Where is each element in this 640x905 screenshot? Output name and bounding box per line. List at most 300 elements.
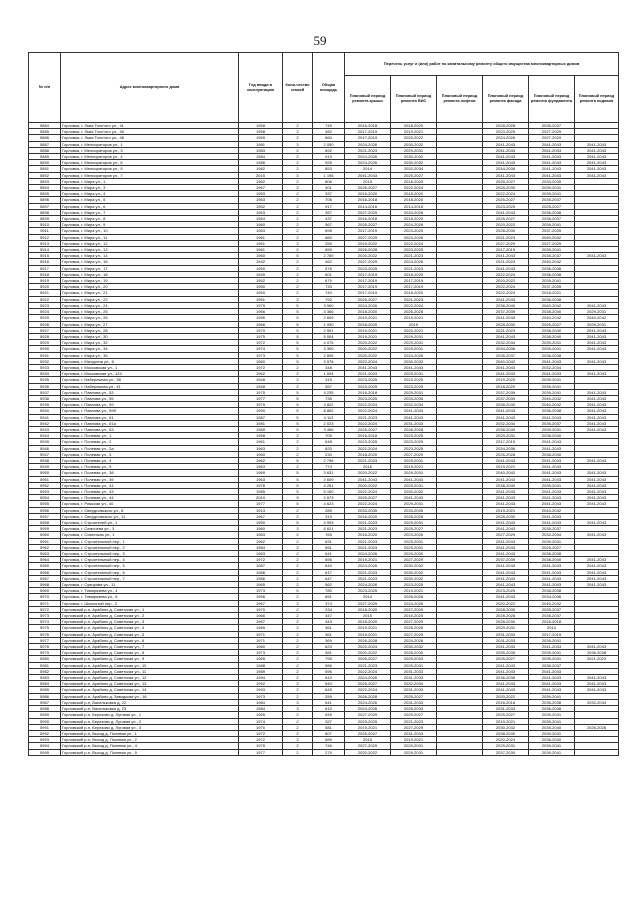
cell-foundation: 2025-2027 bbox=[529, 203, 575, 209]
cell-foundation: 2038-2038 bbox=[529, 588, 575, 594]
cell-floors: 2 bbox=[283, 259, 313, 265]
cell-floors: 2 bbox=[283, 135, 313, 141]
cell-foundation: 2038-2040 bbox=[529, 333, 575, 339]
cell-roof: 2025-2027 bbox=[345, 296, 391, 302]
cell-facade: 2020-2022 bbox=[483, 693, 529, 699]
cell-year: 1960 bbox=[239, 253, 283, 259]
cell-vis: 2022-2024 bbox=[391, 302, 437, 308]
cell-floors: 2 bbox=[283, 197, 313, 203]
cell-foundation: 2039-2041 bbox=[529, 383, 575, 389]
cell-vis: 2026-2028 bbox=[391, 426, 437, 432]
cell-address: Горловка, г. Мелиораторов ул., 7 bbox=[61, 172, 239, 178]
cell-facade: 2041-2043 bbox=[483, 364, 529, 370]
cell-address: Горловка, г. Павлова ул., 61 bbox=[61, 414, 239, 420]
cell-floors: 2 bbox=[283, 637, 313, 643]
cell-vis: 2018-2020 bbox=[391, 123, 437, 129]
cell-num: 5973 bbox=[29, 613, 61, 619]
cell-year: 1963 bbox=[239, 228, 283, 234]
cell-facade: 2019-2021 bbox=[483, 464, 529, 470]
cell-year: 1969 bbox=[239, 470, 283, 476]
cell-area: 361 bbox=[313, 625, 345, 631]
cell-address: Горловка, г. Мира ул., 7 bbox=[61, 209, 239, 215]
cell-floors: 2 bbox=[283, 563, 313, 569]
cell-area: 3 578 bbox=[313, 358, 345, 364]
cell-address: Горловка, г. Мира ул., 28 bbox=[61, 327, 239, 333]
cell-year: 1972 bbox=[239, 364, 283, 370]
cell-roof: 2016-2018 bbox=[345, 389, 391, 395]
cell-area: 705 bbox=[313, 433, 345, 439]
cell-num: 5983 bbox=[29, 675, 61, 681]
cell-floors: 2 bbox=[283, 228, 313, 234]
cell-address: Горловка, г. Мира ул., 9 bbox=[61, 222, 239, 228]
cell-vis: 2026-2028 bbox=[391, 513, 437, 519]
cell-facade: 2038-2040 bbox=[483, 730, 529, 736]
cell-roof: 2024-2026 bbox=[345, 675, 391, 681]
cell-floors: 2 bbox=[283, 234, 313, 240]
cell-area: 651 bbox=[313, 544, 345, 550]
cell-foundation: 2035-2037 bbox=[529, 123, 575, 129]
cell-facade: 2028-2030 bbox=[483, 185, 529, 191]
cell-area: 610 bbox=[313, 706, 345, 712]
cell-floors: 2 bbox=[283, 656, 313, 662]
cell-vis: 2025-2033 bbox=[391, 656, 437, 662]
cell-area: 576 bbox=[313, 265, 345, 271]
cell-floors: 3 bbox=[283, 699, 313, 705]
cell-foundation: 2039-2041 bbox=[529, 222, 575, 228]
cell-area: 640 bbox=[313, 681, 345, 687]
cell-roof: 2027-2029 bbox=[345, 743, 391, 749]
cell-facade: 2025-2027 bbox=[483, 178, 529, 184]
cell-num: 5926 bbox=[29, 321, 61, 327]
cell-roof: 2015 bbox=[345, 737, 391, 743]
cell-area: 374 bbox=[313, 600, 345, 606]
cell-basement: 2041-2043 bbox=[575, 501, 619, 507]
cell-vis: 2029-2031 bbox=[391, 346, 437, 352]
cell-facade: 2021-2023 bbox=[483, 259, 529, 265]
cell-foundation: 2041-2043 bbox=[529, 147, 575, 153]
cell-facade: 2038-2040 bbox=[483, 482, 529, 488]
cell-num: 5911 bbox=[29, 228, 61, 234]
cell-vis: 2025-2027 bbox=[391, 712, 437, 718]
cell-vis: 2024-2026 bbox=[391, 209, 437, 215]
cell-vis: 2027-2029 bbox=[391, 557, 437, 563]
cell-vis: 2031-2033 bbox=[391, 420, 437, 426]
cell-roof: 2024-2026 bbox=[345, 551, 391, 557]
cell-facade: 2031-2033 bbox=[483, 637, 529, 643]
cell-vis: 2041-2043 bbox=[391, 364, 437, 370]
cell-vis: 2017-2019 bbox=[391, 284, 437, 290]
cell-foundation: 2040-2042 bbox=[529, 302, 575, 308]
header-floors: Коли-чество этажей bbox=[283, 53, 313, 123]
cell-address: Горловка, г. Павлова ул., 59 bbox=[61, 402, 239, 408]
cell-roof: 2022-2024 bbox=[345, 445, 391, 451]
cell-facade: 2026-2028 bbox=[483, 451, 529, 457]
cell-address: Горловка, г. Мелиораторов ул., 3 bbox=[61, 147, 239, 153]
cell-floors: 2 bbox=[283, 650, 313, 656]
cell-floors: 2 bbox=[283, 557, 313, 563]
cell-roof: 2024-2026 bbox=[345, 141, 391, 147]
cell-year: 1965 bbox=[239, 656, 283, 662]
cell-foundation: 2035-2037 bbox=[529, 526, 575, 532]
cell-roof: 2019-2021 bbox=[345, 315, 391, 321]
cell-roof: 2017-2019 bbox=[345, 278, 391, 284]
cell-facade: 2025-2027 bbox=[483, 712, 529, 718]
cell-address: Горловка, г. Полевая ул., 39 bbox=[61, 476, 239, 482]
cell-basement: 2041-2043 bbox=[575, 160, 619, 166]
cell-address: Горловский р-н, Выход д, Полевая ул., 2 bbox=[61, 737, 239, 743]
cell-year: 1993 bbox=[239, 687, 283, 693]
cell-address: Горловка, г. Полевая ул., 2а bbox=[61, 445, 239, 451]
cell-address: Горловка, г. Полевая ул., 1 bbox=[61, 433, 239, 439]
cell-area: 689 bbox=[313, 737, 345, 743]
cell-num: 5929 bbox=[29, 340, 61, 346]
cell-foundation: 2040-2042 bbox=[529, 600, 575, 606]
cell-year: 1972 bbox=[239, 730, 283, 736]
cell-vis: 2029-2031 bbox=[391, 520, 437, 526]
cell-vis: 2027-2029 bbox=[391, 606, 437, 612]
cell-area: 740 bbox=[313, 290, 345, 296]
cell-roof: 2023-2025 bbox=[345, 383, 391, 389]
cell-vis: 2025-2027 bbox=[391, 172, 437, 178]
cell-vis: 2032-2034 bbox=[391, 166, 437, 172]
cell-facade: 2032-2034 bbox=[483, 340, 529, 346]
cell-area: 925 bbox=[313, 160, 345, 166]
cell-area: 347 bbox=[313, 613, 345, 619]
cell-foundation: 2039-2041 bbox=[529, 185, 575, 191]
cell-address: Горловка, г. Полевая ул., 44 bbox=[61, 495, 239, 501]
cell-roof: 2017-2019 bbox=[345, 271, 391, 277]
cell-area: 369 bbox=[313, 637, 345, 643]
cell-vis: 2019-2021 bbox=[391, 315, 437, 321]
cell-roof: 2019-2021 bbox=[345, 625, 391, 631]
cell-facade: 2029-2031 bbox=[483, 433, 529, 439]
cell-floors: 2 bbox=[283, 737, 313, 743]
cell-basement: 2041-2043 bbox=[575, 675, 619, 681]
cell-roof: 2016-2020 bbox=[345, 191, 391, 197]
cell-foundation: 2041-2043 bbox=[529, 668, 575, 674]
cell-floors: 5 bbox=[283, 457, 313, 463]
cell-roof: 2016-2020 bbox=[345, 513, 391, 519]
cell-address: Горловский р-н, Арабино д, Советская ул., 9 bbox=[61, 656, 239, 662]
cell-foundation: 2041-2043 bbox=[529, 513, 575, 519]
cell-address: Горловка, г. Мира ул., 34 bbox=[61, 346, 239, 352]
cell-vis: 2023-2025 bbox=[391, 228, 437, 234]
cell-address: Горловка, г. Мелиораторов ул., 5 bbox=[61, 166, 239, 172]
cell-floors: 2 bbox=[283, 185, 313, 191]
cell-foundation: 2041-2043 bbox=[529, 495, 575, 501]
cell-num: 5899 bbox=[29, 216, 61, 222]
cell-area: 4 235 bbox=[313, 389, 345, 395]
cell-area: 3 466 bbox=[313, 426, 345, 432]
cell-foundation: 2036-2038 bbox=[529, 706, 575, 712]
cell-area: 6 621 bbox=[313, 526, 345, 532]
cell-basement bbox=[575, 749, 619, 755]
cell-floors: 2 bbox=[283, 265, 313, 271]
cell-area: 795 bbox=[313, 656, 345, 662]
cell-facade: 2041-2043 bbox=[483, 147, 529, 153]
cell-floors: 9 bbox=[283, 495, 313, 501]
cell-basement: 2029-2031 bbox=[575, 321, 619, 327]
cell-address: Горловка, г. Советская ул., 1 bbox=[61, 532, 239, 538]
cell-roof: 2021-2023 bbox=[345, 414, 391, 420]
cell-address: Горловка, г. Московская ул., 124 bbox=[61, 371, 239, 377]
cell-vis: 2026-2028 bbox=[391, 625, 437, 631]
cell-vis: 2024-2026 bbox=[391, 637, 437, 643]
cell-address: Горловка, г. Мира ул., 24 bbox=[61, 302, 239, 308]
cell-address: Горловка, г. Мира ул., 3 bbox=[61, 185, 239, 191]
cell-floors: 5 bbox=[283, 315, 313, 321]
cell-area: 357 bbox=[313, 383, 345, 389]
cell-address: Горловка, г. Мелиораторов ул., 6 bbox=[61, 160, 239, 166]
cell-area: 581 bbox=[313, 724, 345, 730]
cell-year: 1971 bbox=[239, 637, 283, 643]
cell-foundation: 2035-2037 bbox=[529, 253, 575, 259]
cell-area: 8 862 bbox=[313, 408, 345, 414]
cell-area: 289 bbox=[313, 507, 345, 513]
header-basement-period: Плановый период ремонта подвала bbox=[575, 76, 619, 123]
cell-foundation: 2041-2043 bbox=[529, 160, 575, 166]
cell-floors: 5 bbox=[283, 302, 313, 308]
cell-vis: 2029-2031 bbox=[391, 470, 437, 476]
cell-facade: 2028-2028 bbox=[483, 613, 529, 619]
cell-area: 337 bbox=[313, 191, 345, 197]
cell-vis: 2030-2032 bbox=[391, 644, 437, 650]
cell-floors: 2 bbox=[283, 129, 313, 135]
cell-floors: 5 bbox=[283, 588, 313, 594]
cell-vis: 2029-2031 bbox=[391, 333, 437, 339]
cell-foundation: 2039-2041 bbox=[529, 730, 575, 736]
cell-year: 1966 bbox=[239, 613, 283, 619]
cell-floors: 2 bbox=[283, 364, 313, 370]
cell-foundation: 2040-2042 bbox=[529, 507, 575, 513]
cell-vis: 2029-2030 bbox=[391, 551, 437, 557]
cell-num: 5920 bbox=[29, 284, 61, 290]
cell-roof: 2024-2026 bbox=[345, 302, 391, 308]
cell-roof: 2020-2022 bbox=[345, 749, 391, 755]
cell-num: 5978 bbox=[29, 644, 61, 650]
cell-address: Горловка, г. Полевая ул., 5 bbox=[61, 464, 239, 470]
cell-vis: 2029-2031 bbox=[391, 457, 437, 463]
cell-basement: 2032-2034 bbox=[575, 699, 619, 705]
cell-foundation: 2036-2038 bbox=[529, 209, 575, 215]
cell-floors: 2 bbox=[283, 154, 313, 160]
cell-num: 5992 bbox=[29, 730, 61, 736]
cell-address: Горловка, г. Павлова ул., 63 bbox=[61, 426, 239, 432]
cell-vis: 2029-2031 bbox=[391, 538, 437, 544]
cell-vis: 2027-2029 bbox=[391, 724, 437, 730]
cell-facade: 2037-2039 bbox=[483, 557, 529, 563]
cell-year: 1966 bbox=[239, 321, 283, 327]
cell-roof: 2014 bbox=[345, 594, 391, 600]
cell-floors: 2 bbox=[283, 433, 313, 439]
cell-vis: 2029-2031 bbox=[391, 743, 437, 749]
cell-facade: 2041-2043 bbox=[483, 408, 529, 414]
cell-year: 1961 bbox=[239, 240, 283, 246]
cell-area: 692 bbox=[313, 147, 345, 153]
cell-vis: 2023-2025 bbox=[391, 377, 437, 383]
cell-year: 1989 bbox=[239, 668, 283, 674]
cell-area: 610 bbox=[313, 675, 345, 681]
cell-num: 5951 bbox=[29, 476, 61, 482]
cell-num: 5934 bbox=[29, 371, 61, 377]
cell-facade: 2017-2019 bbox=[483, 247, 529, 253]
cell-vis: 2024-2026 bbox=[391, 234, 437, 240]
table-body bbox=[29, 123, 619, 756]
cell-vis: 2030-2032 bbox=[391, 160, 437, 166]
cell-year: 1963 bbox=[239, 464, 283, 470]
cell-foundation: 2041-2043 bbox=[529, 675, 575, 681]
cell-foundation: 2039-2041 bbox=[529, 650, 575, 656]
cell-floors: 2 bbox=[283, 284, 313, 290]
cell-num: 5946 bbox=[29, 445, 61, 451]
cell-num: 5995 bbox=[29, 749, 61, 755]
cell-address: Горловка, г. Льва Толстого ул., 48 bbox=[61, 135, 239, 141]
cell-facade: 2022-2024 bbox=[483, 271, 529, 277]
cell-address: Горловка, г. Рижская ул., 40 bbox=[61, 501, 239, 507]
cell-floors: 2 bbox=[283, 371, 313, 377]
cell-roof: 2023-2025 bbox=[345, 718, 391, 724]
cell-num: 5913 bbox=[29, 240, 61, 246]
cell-roof: 2027-2029 bbox=[345, 259, 391, 265]
cell-basement: 2041-2043 bbox=[575, 402, 619, 408]
cell-roof: 2017-2019 bbox=[345, 228, 391, 234]
cell-area: 641 bbox=[313, 699, 345, 705]
cell-year: 1989 bbox=[239, 426, 283, 432]
cell-area: 2 023 bbox=[313, 420, 345, 426]
cell-foundation: 2037-2039 bbox=[529, 228, 575, 234]
cell-floors: 5 bbox=[283, 327, 313, 333]
cell-area: 2 609 bbox=[313, 315, 345, 321]
cell-vis: 2023-2025 bbox=[391, 439, 437, 445]
cell-roof: 2020-2022 bbox=[345, 340, 391, 346]
cell-num: 5910 bbox=[29, 222, 61, 228]
cell-num: 5890 bbox=[29, 160, 61, 166]
cell-foundation: 2040-2042 bbox=[529, 259, 575, 265]
cell-roof: 2041-2043 bbox=[345, 364, 391, 370]
cell-floors: 2 bbox=[283, 687, 313, 693]
cell-address: Горловский р-н, Выход д, Полевая ул., 4 bbox=[61, 743, 239, 749]
cell-floors: 2 bbox=[283, 507, 313, 513]
cell-num: 5931 bbox=[29, 352, 61, 358]
cell-address: Горловка, г. Мичурина ул., 6 bbox=[61, 358, 239, 364]
cell-basement: 2029-2031 bbox=[575, 309, 619, 315]
cell-area: 601 bbox=[313, 271, 345, 277]
cell-num: 5969 bbox=[29, 588, 61, 594]
cell-address: Горловка, г. Павлова ул., 53 bbox=[61, 389, 239, 395]
cell-facade: 2034-2036 bbox=[483, 166, 529, 172]
cell-facade: 2037-2039 bbox=[483, 749, 529, 755]
cell-foundation: 2041-2043 bbox=[529, 501, 575, 507]
cell-basement: 2041-2043 bbox=[575, 346, 619, 352]
cell-num: 5923 bbox=[29, 302, 61, 308]
cell-year: 1962 bbox=[239, 457, 283, 463]
cell-address: Горловка, г. Мира ул., 11 bbox=[61, 234, 239, 240]
cell-num: 5958 bbox=[29, 520, 61, 526]
cell-num: 5989 bbox=[29, 712, 61, 718]
cell-foundation: 2041-2043 bbox=[529, 457, 575, 463]
cell-num: 5967 bbox=[29, 575, 61, 581]
cell-facade: 2038-2040 bbox=[483, 426, 529, 432]
cell-floors: 5 bbox=[283, 501, 313, 507]
cell-roof: 2016 bbox=[345, 464, 391, 470]
cell-year: 1970 bbox=[239, 606, 283, 612]
cell-vis: 2041-2043 bbox=[391, 414, 437, 420]
cell-address: Горловка, г. Мира ул., 30 bbox=[61, 333, 239, 339]
cell-floors: 2 bbox=[283, 644, 313, 650]
cell-area: 545 bbox=[313, 712, 345, 718]
cell-facade: 2041-2043 bbox=[483, 209, 529, 215]
cell-num: 5944 bbox=[29, 433, 61, 439]
cell-address: Горловский р-н, Арабино д, Советская ул., 10 bbox=[61, 662, 239, 668]
cell-foundation: 2041-2043 bbox=[529, 358, 575, 364]
cell-area: 645 bbox=[313, 687, 345, 693]
cell-facade: 2022-2024 bbox=[483, 191, 529, 197]
cell-facade: 2041-2043 bbox=[483, 141, 529, 147]
cell-vis: 2033-2035 bbox=[391, 507, 437, 513]
cell-roof: 2024-2026 bbox=[345, 160, 391, 166]
cell-vis: 2029-2031 bbox=[391, 544, 437, 550]
cell-foundation: 2036-2038 bbox=[529, 352, 575, 358]
cell-foundation: 2025-2027 bbox=[529, 321, 575, 327]
cell-area: 607 bbox=[313, 730, 345, 736]
cell-area: 5 004 bbox=[313, 333, 345, 339]
cell-num: 5922 bbox=[29, 296, 61, 302]
cell-num: 5976 bbox=[29, 631, 61, 637]
cell-area: 361 bbox=[313, 631, 345, 637]
cell-area: 623 bbox=[313, 644, 345, 650]
cell-vis: 2027-2029 bbox=[391, 451, 437, 457]
cell-basement: 2041-2043 bbox=[575, 582, 619, 588]
cell-year: 1973 bbox=[239, 693, 283, 699]
cell-area: 482 bbox=[313, 129, 345, 135]
cell-roof: 2023-2025 bbox=[345, 588, 391, 594]
cell-area: 853 bbox=[313, 166, 345, 172]
cell-foundation: 2039-2041 bbox=[529, 743, 575, 749]
cell-vis: 2019-2021 bbox=[391, 129, 437, 135]
cell-facade: 2041-2043 bbox=[483, 172, 529, 178]
cell-year: 1975 bbox=[239, 333, 283, 339]
cell-vis: 2014-2016 bbox=[391, 203, 437, 209]
cell-num: 5986 bbox=[29, 693, 61, 699]
cell-basement: 2041-2043 bbox=[575, 154, 619, 160]
cell-roof: 2026-2028 bbox=[345, 247, 391, 253]
cell-num: 5912 bbox=[29, 234, 61, 240]
cell-address: Горловка, г. Льва Толстого ул., 46 bbox=[61, 129, 239, 135]
cell-facade: 2031-2033 bbox=[483, 706, 529, 712]
cell-year: 1967 bbox=[239, 185, 283, 191]
cell-area: 792 bbox=[313, 296, 345, 302]
cell-roof: 2022-2024 bbox=[345, 488, 391, 494]
cell-foundation: 2033-2035 bbox=[529, 178, 575, 184]
cell-area: 2 050 bbox=[313, 141, 345, 147]
cell-roof: 2023-2025 bbox=[345, 265, 391, 271]
cell-floors: 5 bbox=[283, 476, 313, 482]
cell-address: Горловка, г. Полевая ул., 2 bbox=[61, 439, 239, 445]
cell-vis: 2029-2031 bbox=[391, 147, 437, 153]
cell-year: 1977 bbox=[239, 395, 283, 401]
cell-floors: 2 bbox=[283, 247, 313, 253]
cell-roof: 2021-2023 bbox=[345, 371, 391, 377]
cell-foundation: 2035-2037 bbox=[529, 606, 575, 612]
cell-area: 1 930 bbox=[313, 321, 345, 327]
cell-vis: 2032-2034 bbox=[391, 402, 437, 408]
cell-floors: 5 bbox=[283, 414, 313, 420]
cell-floors: 2 bbox=[283, 271, 313, 277]
cell-foundation: 2041-2043 bbox=[529, 414, 575, 420]
cell-vis: 2030-2032 bbox=[391, 569, 437, 575]
cell-num: 5885 bbox=[29, 129, 61, 135]
cell-facade: 2041-2043 bbox=[483, 569, 529, 575]
